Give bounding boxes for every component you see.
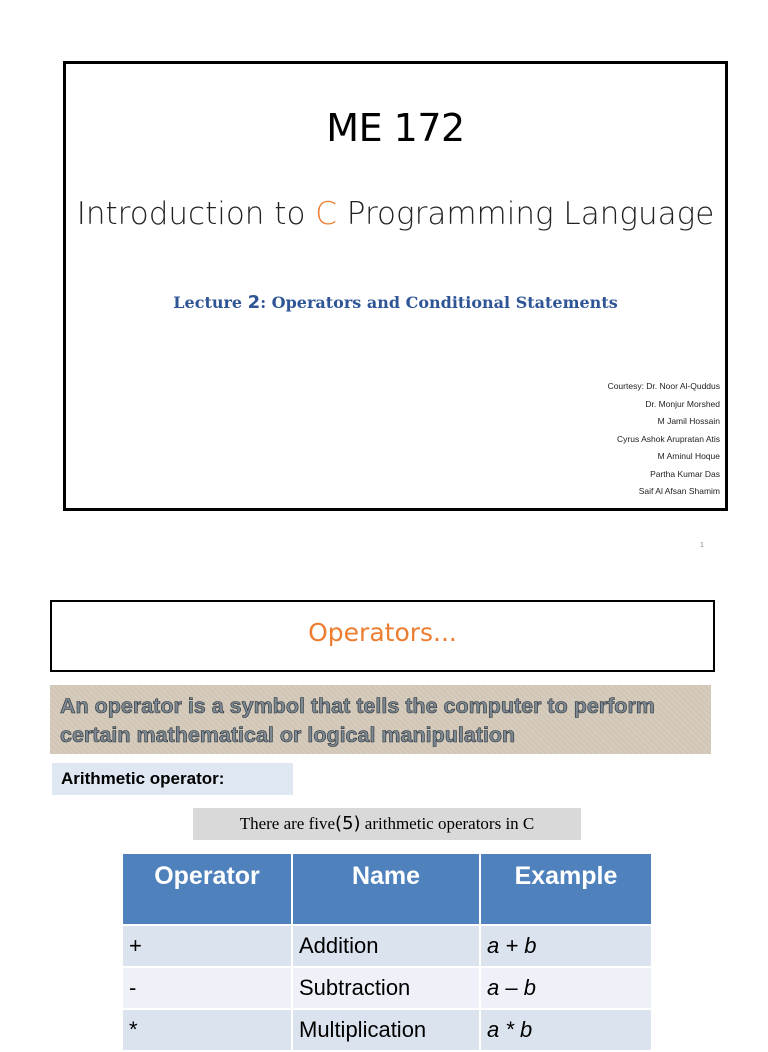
table-row <box>123 1010 651 1050</box>
note-prefix: There are five <box>239 814 336 833</box>
cell-operator: * <box>123 1010 291 1050</box>
operators-title: Operators... <box>308 618 457 647</box>
lecture-subtitle <box>66 292 725 313</box>
course-title-prefix: Introduction to <box>76 196 316 232</box>
credit-line: Cyrus Ashok Arupratan Atis <box>617 433 720 444</box>
page-number: 1 <box>700 542 704 549</box>
definition-banner <box>50 685 711 754</box>
course-title-suffix: Programming Language <box>336 196 715 232</box>
lecture-topic: : Operators and Conditional Statements <box>260 293 618 312</box>
course-code: ME 172 <box>326 106 465 150</box>
credit-line: Dr. Monjur Morshed <box>645 398 720 409</box>
cell-operator: - <box>123 968 291 1008</box>
lecture-prefix: Lecture <box>173 293 248 312</box>
table-row <box>123 926 651 966</box>
credit-line: Courtesy: Dr. Noor Al-Quddus <box>607 381 720 391</box>
credit-line: Saif Al Afsan Shamim <box>638 486 720 496</box>
cell-name: Subtraction <box>293 968 479 1008</box>
cell-example: a + b <box>481 926 651 966</box>
operators-table <box>121 852 653 1052</box>
note-suffix: arithmetic operators in C <box>360 814 535 833</box>
header-example: Example <box>481 854 651 924</box>
credit-line: M Jamil Hossain <box>657 416 720 426</box>
definition-text <box>60 692 710 750</box>
credit-line: Partha Kumar Das <box>650 468 720 479</box>
cell-example: a – b <box>481 968 651 1008</box>
credits-list <box>608 378 720 501</box>
definition-line: certain mathematical or logical manipulation <box>60 723 516 747</box>
title-slide <box>63 61 728 511</box>
note-count: (5) <box>335 813 361 834</box>
operators-title-box <box>50 600 715 672</box>
header-name: Name <box>293 854 479 924</box>
operator-count-note <box>193 808 581 840</box>
credit-line: M Aminul Hoque <box>657 451 720 461</box>
cell-operator: + <box>123 926 291 966</box>
cell-example: a * b <box>481 1010 651 1050</box>
arithmetic-operator-label: Arithmetic operator: <box>52 763 293 795</box>
table-header-row <box>123 854 651 924</box>
cell-name: Multiplication <box>293 1010 479 1050</box>
cell-name: Addition <box>293 926 479 966</box>
definition-line: An operator is a symbol that tells the computer to perform <box>60 694 655 718</box>
lecture-number: 2 <box>247 292 261 313</box>
course-title-accent: C <box>315 196 337 232</box>
course-title <box>66 197 725 231</box>
table-row <box>123 968 651 1008</box>
header-operator: Operator <box>123 854 291 924</box>
